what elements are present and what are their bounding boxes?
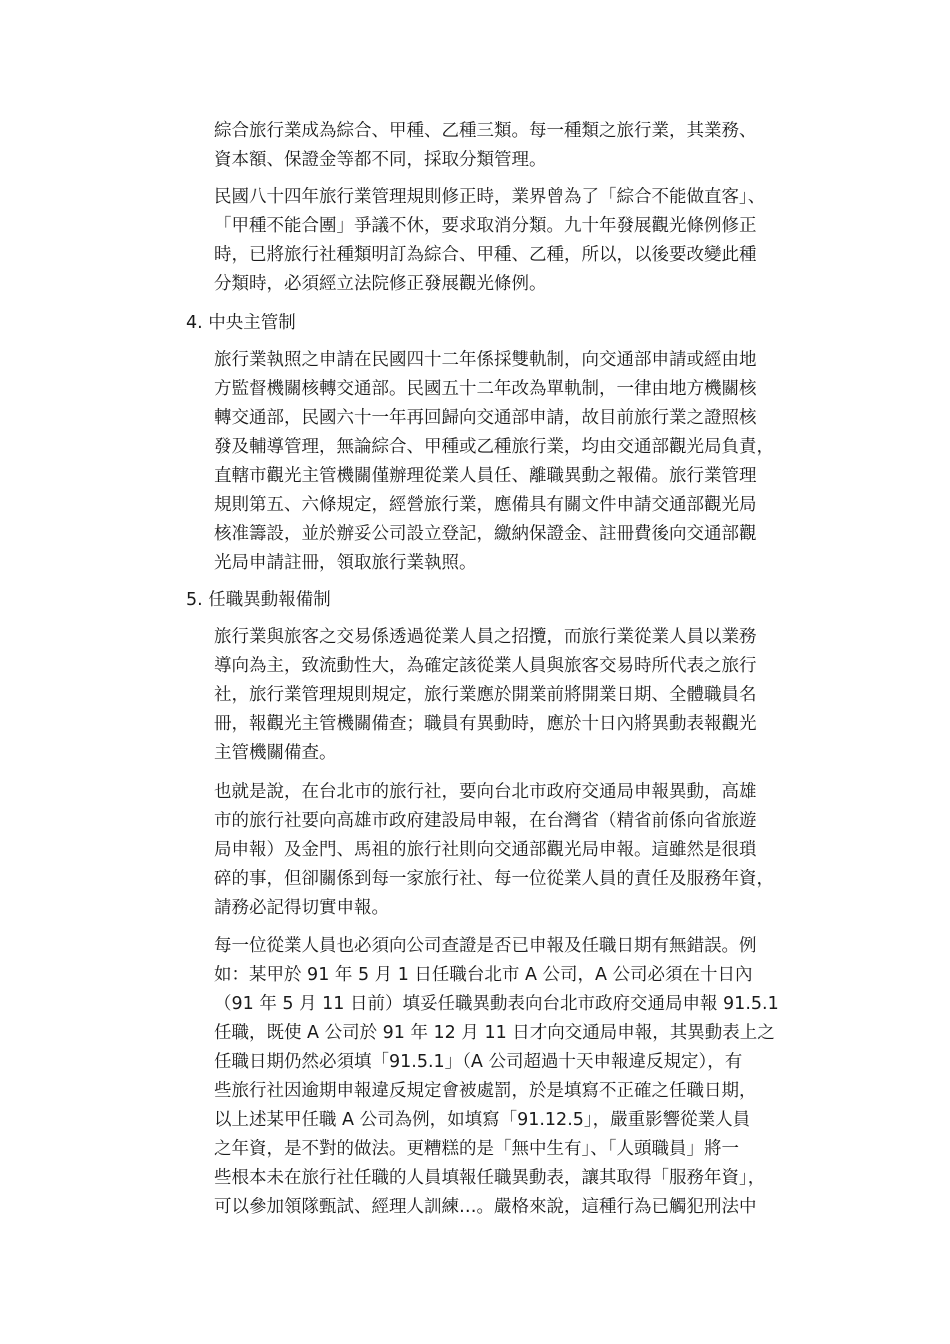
text-line: 資本額、保證金等都不同，採取分類管理。 (214, 150, 547, 170)
section-heading-central-authority: 4. 中央主管制 (186, 313, 296, 333)
text-line: 之年資，是不對的做法。更糟糕的是「無中生有」、「人頭職員」將一 (214, 1139, 739, 1159)
text-line: 時，已將旅行社種類明訂為綜合、甲種、乙種，所以，以後要改變此種 (214, 245, 757, 265)
text-line: 發及輔導管理，無論綜合、甲種或乙種旅行業，均由交通部觀光局負責， (214, 437, 774, 457)
text-line: 也就是說，在台北市的旅行社，要向台北市政府交通局申報異動，高雄 (214, 782, 757, 802)
paragraph-license-application (214, 346, 834, 578)
text-line: 光局申請註冊，領取旅行業執照。 (214, 553, 477, 573)
text-line: 冊，報觀光主管機關備查；職員有異動時，應於十日內將異動表報觀光 (214, 714, 757, 734)
text-line: 任職日期仍然必須填「91.5.1」（A 公司超過十天申報違反規定），有 (214, 1052, 743, 1072)
text-line: 市的旅行社要向高雄市政府建設局申報，在台灣省（精省前係向省旅遊 (214, 811, 757, 831)
text-line: 核准籌設，並於辦妥公司設立登記，繳納保證金、註冊費後向交通部觀 (214, 524, 757, 544)
text-line: 主管機關備查。 (214, 743, 337, 763)
text-line: 任職，既使 A 公司於 91 年 12 月 11 日才向交通局申報，其異動表上之 (214, 1023, 775, 1043)
text-line: 「甲種不能合團」爭議不休，要求取消分類。九十年發展觀光條例修正 (214, 216, 757, 236)
text-line: 分類時，必須經立法院修正發展觀光條例。 (214, 274, 547, 294)
text-line: 規則第五、六條規定，經營旅行業，應備具有關文件申請交通部觀光局 (214, 495, 757, 515)
paragraph-staff-transaction (214, 623, 834, 768)
text-line: 方監督機關核轉交通部。民國五十二年改為單軌制，一律由地方機關核 (214, 379, 757, 399)
text-line: 如：某甲於 91 年 5 月 1 日任職台北市 A 公司，A 公司必須在十日內 (214, 965, 753, 985)
text-line: 可以參加領隊甄試、經理人訓練…。嚴格來說，這種行為已觸犯刑法中 (214, 1197, 757, 1217)
paragraph-category-dispute (214, 183, 834, 299)
text-line: 轉交通部，民國六十一年再回歸向交通部申請，故目前旅行業之證照核 (214, 408, 757, 428)
text-line: 些根本未在旅行社任職的人員填報任職異動表，讓其取得「服務年資」， (214, 1168, 766, 1188)
text-line: 社，旅行業管理規則規定，旅行業應於開業前將開業日期、全體職員名 (214, 685, 757, 705)
text-line: 些旅行社因逾期申報違反規定會被處罰，於是填寫不正確之任職日期， (214, 1081, 757, 1101)
text-line: （91 年 5 月 11 日前）填妥任職異動表向台北市政府交通局申報 91.5.1 (214, 994, 779, 1014)
text-line: 綜合旅行業成為綜合、甲種、乙種三類。每一種類之旅行業，其業務、 (214, 121, 757, 141)
text-line: 以上述某甲任職 A 公司為例，如填寫「91.12.5」，嚴重影響從業人員 (214, 1110, 751, 1130)
text-line: 直轄市觀光主管機關僅辦理從業人員任、離職異動之報備。旅行業管理 (214, 466, 757, 486)
text-line: 旅行業執照之申請在民國四十二年係採雙軌制，向交通部申請或經由地 (214, 350, 757, 370)
text-line: 導向為主，致流動性大，為確定該從業人員與旅客交易時所代表之旅行 (214, 656, 757, 676)
text-line: 碎的事，但卻關係到每一家旅行社、每一位從業人員的責任及服務年資， (214, 869, 774, 889)
paragraph-travel-agency-categories (214, 117, 834, 175)
text-line: 每一位從業人員也必須向公司查證是否已申報及任職日期有無錯誤。例 (214, 936, 757, 956)
paragraph-reporting-offices (214, 778, 834, 923)
text-line: 局申報）及金門、馬祖的旅行社則向交通部觀光局申報。這雖然是很瑣 (214, 840, 757, 860)
section-heading-employment-reporting: 5. 任職異動報備制 (186, 590, 331, 610)
text-line: 旅行業與旅客之交易係透過從業人員之招攬，而旅行業從業人員以業務 (214, 627, 757, 647)
text-line: 請務必記得切實申報。 (214, 898, 389, 918)
text-line: 民國八十四年旅行業管理規則修正時，業界曾為了「綜合不能做直客」、 (214, 187, 766, 207)
paragraph-verification-example (214, 932, 834, 1222)
